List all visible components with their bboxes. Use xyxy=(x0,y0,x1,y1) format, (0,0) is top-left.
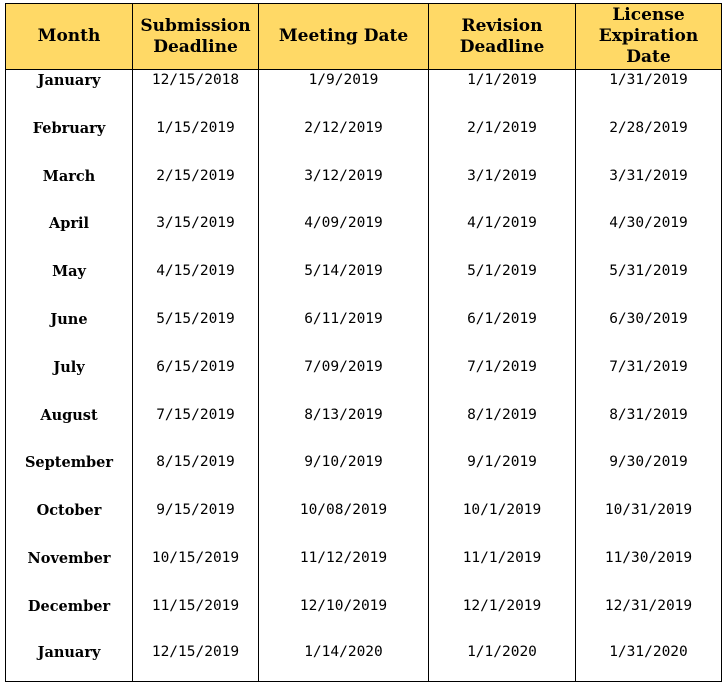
meeting-date-cell: 6/11/2019 xyxy=(259,301,429,349)
revision-deadline-cell: 5/1/2019 xyxy=(429,253,576,301)
month-cell: October xyxy=(6,492,133,540)
meeting-date-cell: 9/10/2019 xyxy=(259,444,429,492)
table-row xyxy=(6,397,722,445)
table-row xyxy=(6,70,722,110)
meeting-date-cell: 12/10/2019 xyxy=(259,588,429,636)
table-row xyxy=(6,444,722,492)
revision-deadline-cell: 1/1/2020 xyxy=(429,636,576,682)
submission-deadline-cell: 1/15/2019 xyxy=(133,110,259,158)
revision-deadline-cell: 4/1/2019 xyxy=(429,205,576,253)
table-row xyxy=(6,110,722,158)
month-cell: July xyxy=(6,349,133,397)
license-expiration-cell: 1/31/2020 xyxy=(576,636,722,682)
meeting-date-cell: 11/12/2019 xyxy=(259,540,429,588)
license-expiration-cell: 10/31/2019 xyxy=(576,492,722,540)
table-row xyxy=(6,540,722,588)
submission-deadline-cell: 9/15/2019 xyxy=(133,492,259,540)
month-cell: November xyxy=(6,540,133,588)
submission-deadline-cell: 10/15/2019 xyxy=(133,540,259,588)
license-expiration-cell: 3/31/2019 xyxy=(576,158,722,206)
table-row xyxy=(6,588,722,636)
meeting-date-cell: 1/9/2019 xyxy=(259,70,429,110)
submission-deadline-cell: 2/15/2019 xyxy=(133,158,259,206)
table-row xyxy=(6,158,722,206)
header-row xyxy=(6,4,722,70)
license-expiration-cell: 9/30/2019 xyxy=(576,444,722,492)
submission-deadline-cell: 4/15/2019 xyxy=(133,253,259,301)
table-row xyxy=(6,636,722,682)
header-revision-deadline: Revision Deadline xyxy=(429,4,576,70)
table-row xyxy=(6,205,722,253)
schedule-table xyxy=(5,3,722,682)
revision-deadline-cell: 11/1/2019 xyxy=(429,540,576,588)
submission-deadline-cell: 12/15/2018 xyxy=(133,70,259,110)
submission-deadline-cell: 3/15/2019 xyxy=(133,205,259,253)
revision-deadline-cell: 12/1/2019 xyxy=(429,588,576,636)
table-row xyxy=(6,349,722,397)
header-submission-deadline: Submission Deadline xyxy=(133,4,259,70)
month-cell: September xyxy=(6,444,133,492)
submission-deadline-cell: 7/15/2019 xyxy=(133,397,259,445)
meeting-date-cell: 7/09/2019 xyxy=(259,349,429,397)
month-cell: June xyxy=(6,301,133,349)
month-cell: April xyxy=(6,205,133,253)
submission-deadline-cell: 5/15/2019 xyxy=(133,301,259,349)
revision-deadline-cell: 1/1/2019 xyxy=(429,70,576,110)
header-license-expiration-date: License Expiration Date xyxy=(576,4,722,70)
submission-deadline-cell: 8/15/2019 xyxy=(133,444,259,492)
table-row xyxy=(6,492,722,540)
submission-deadline-cell: 12/15/2019 xyxy=(133,636,259,682)
month-cell: January xyxy=(6,70,133,110)
license-expiration-cell: 8/31/2019 xyxy=(576,397,722,445)
header-month: Month xyxy=(6,4,133,70)
table-row xyxy=(6,253,722,301)
submission-deadline-cell: 6/15/2019 xyxy=(133,349,259,397)
license-expiration-cell: 5/31/2019 xyxy=(576,253,722,301)
license-expiration-cell: 2/28/2019 xyxy=(576,110,722,158)
license-expiration-cell: 4/30/2019 xyxy=(576,205,722,253)
license-expiration-cell: 12/31/2019 xyxy=(576,588,722,636)
month-cell: December xyxy=(6,588,133,636)
meeting-date-cell: 3/12/2019 xyxy=(259,158,429,206)
month-cell: May xyxy=(6,253,133,301)
revision-deadline-cell: 6/1/2019 xyxy=(429,301,576,349)
table-row xyxy=(6,301,722,349)
header-meeting-date: Meeting Date xyxy=(259,4,429,70)
meeting-date-cell: 1/14/2020 xyxy=(259,636,429,682)
license-expiration-cell: 1/31/2019 xyxy=(576,70,722,110)
revision-deadline-cell: 8/1/2019 xyxy=(429,397,576,445)
revision-deadline-cell: 7/1/2019 xyxy=(429,349,576,397)
meeting-date-cell: 8/13/2019 xyxy=(259,397,429,445)
revision-deadline-cell: 2/1/2019 xyxy=(429,110,576,158)
month-cell: February xyxy=(6,110,133,158)
month-cell: January xyxy=(6,636,133,682)
revision-deadline-cell: 3/1/2019 xyxy=(429,158,576,206)
submission-deadline-cell: 11/15/2019 xyxy=(133,588,259,636)
license-expiration-cell: 7/31/2019 xyxy=(576,349,722,397)
month-cell: March xyxy=(6,158,133,206)
license-expiration-cell: 11/30/2019 xyxy=(576,540,722,588)
month-cell: August xyxy=(6,397,133,445)
meeting-date-cell: 5/14/2019 xyxy=(259,253,429,301)
meeting-date-cell: 2/12/2019 xyxy=(259,110,429,158)
meeting-date-cell: 10/08/2019 xyxy=(259,492,429,540)
meeting-date-cell: 4/09/2019 xyxy=(259,205,429,253)
license-expiration-cell: 6/30/2019 xyxy=(576,301,722,349)
revision-deadline-cell: 10/1/2019 xyxy=(429,492,576,540)
revision-deadline-cell: 9/1/2019 xyxy=(429,444,576,492)
